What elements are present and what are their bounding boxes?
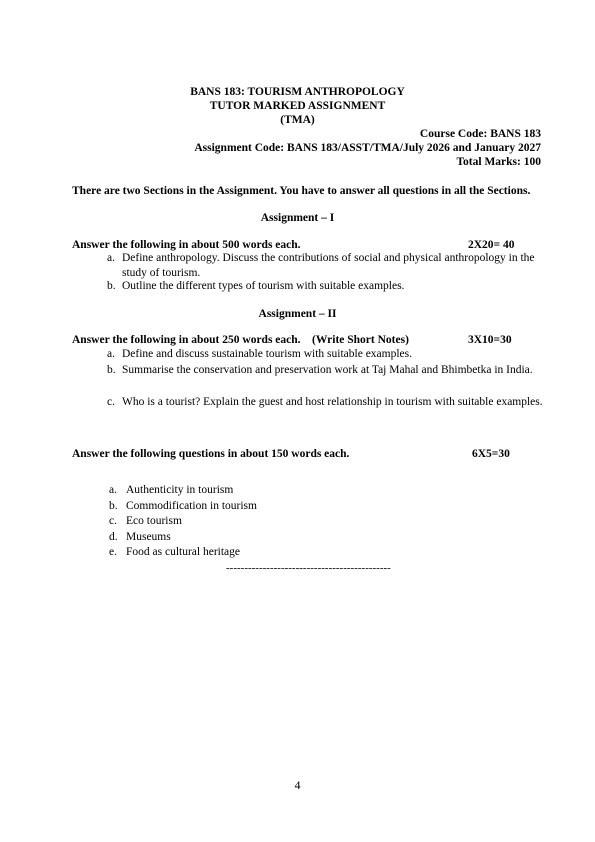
item-text: Outline the different types of tourism with suitable examples. — [122, 280, 405, 292]
item-label: a. — [107, 348, 115, 360]
item-text: Summarise the conservation and preservation work at Taj Mahal and Bhimbetka in India. — [122, 364, 533, 376]
section-3-instruction: Answer the following questions in about 150 words each. — [72, 448, 350, 460]
total-marks: Total Marks: 100 — [456, 156, 541, 168]
item-text: Commodification in tourism — [126, 500, 257, 512]
assignment-code: Assignment Code: BANS 183/ASST/TMA/July 2026 and January 2027 — [194, 142, 541, 154]
item-label: c. — [109, 515, 117, 527]
item-label: e. — [109, 546, 117, 558]
section-2-title: Assignment – II — [258, 308, 337, 320]
item-text: Who is a tourist? Explain the guest and host relationship in tourism with suitable examples. — [122, 396, 543, 408]
item-label: a. — [109, 484, 117, 496]
item-text: Authenticity in tourism — [126, 484, 234, 496]
item-label: d. — [109, 531, 118, 543]
course-title: BANS 183: TOURISM ANTHROPOLOGY — [190, 86, 405, 98]
page-number: 4 — [294, 778, 301, 792]
section-2-instruction: Answer the following in about 250 words each. (Write Short Notes) — [72, 334, 409, 346]
item-label: c. — [107, 396, 115, 408]
course-code: Course Code: BANS 183 — [419, 128, 541, 140]
item-text: Food as cultural heritage — [126, 546, 241, 558]
item-text: Define and discuss sustainable tourism with suitable examples. — [122, 348, 412, 360]
item-label: a. — [107, 252, 115, 264]
section-1-marks: 2X20= 40 — [468, 239, 515, 251]
assignment-abbrev: (TMA) — [280, 114, 315, 126]
item-label: b. — [107, 364, 116, 376]
item-label: b. — [109, 500, 118, 512]
item-text: Museums — [126, 531, 171, 543]
assignment-type: TUTOR MARKED ASSIGNMENT — [209, 100, 386, 112]
intro-text: There are two Sections in the Assignment. You have to answer all questions in all the Sections. — [72, 185, 531, 197]
item-label: b. — [107, 280, 116, 292]
item-text: Define anthropology. Discuss the contributions of social and physical anthropology in the study of tourism. — [122, 252, 535, 279]
section-2-marks: 3X10=30 — [468, 334, 512, 346]
section-1-title: Assignment – I — [260, 212, 335, 224]
item-text: Eco tourism — [126, 515, 182, 527]
section-3-marks: 6X5=30 — [472, 448, 510, 460]
section-1-instruction: Answer the following in about 500 words each. — [72, 239, 301, 251]
section-1-item — [107, 251, 547, 281]
separator-line: --------------------------------------------- — [226, 562, 391, 574]
